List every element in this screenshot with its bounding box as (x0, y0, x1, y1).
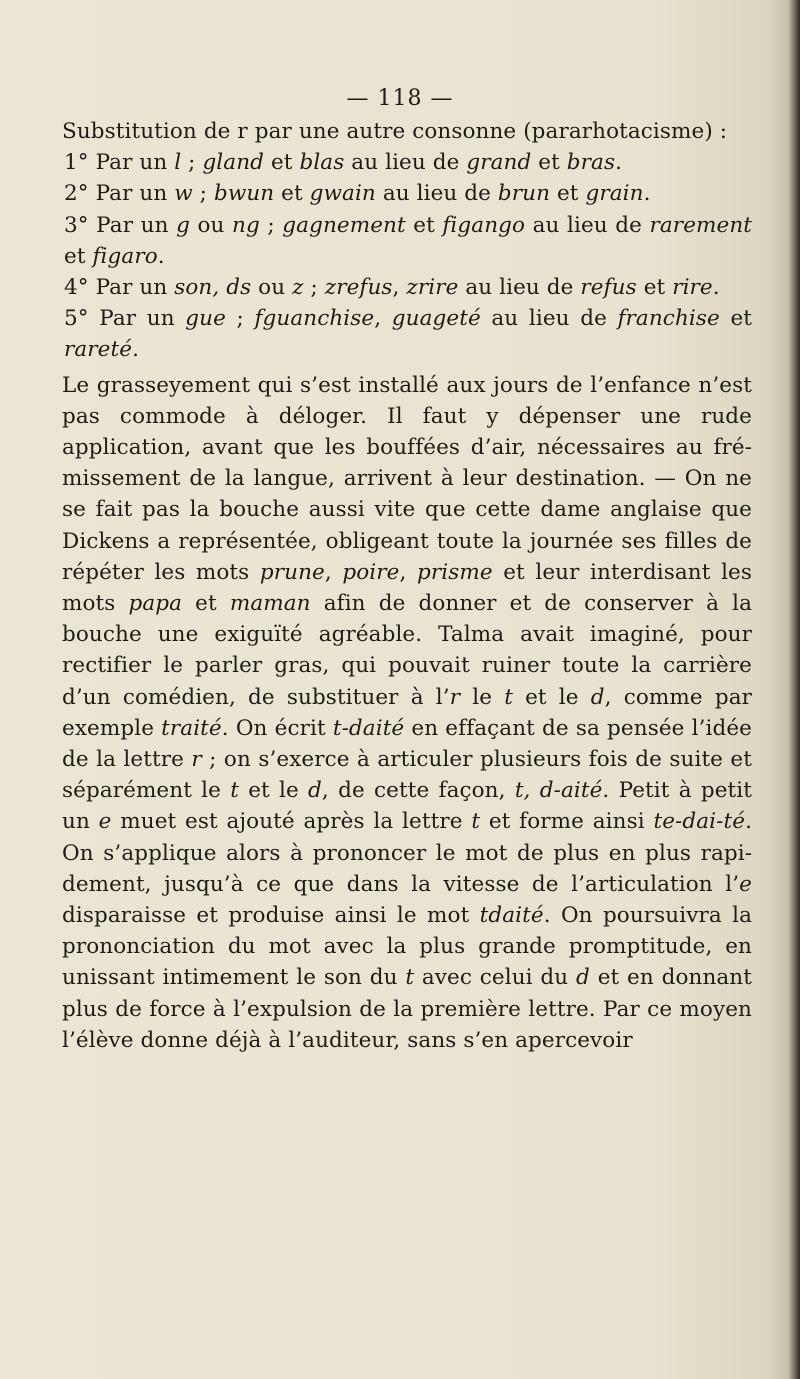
list-item (62, 178, 752, 209)
item-text: et (405, 212, 443, 238)
item-text: Par un (88, 181, 175, 207)
item-text: au lieu de (375, 181, 498, 207)
item-text: Par un (88, 306, 186, 332)
paragraph-text: , (324, 559, 343, 585)
italic-letter: r (191, 747, 202, 773)
item-text: et (531, 150, 567, 176)
item-text: et (264, 150, 300, 176)
item-text: ou (251, 275, 293, 301)
paragraph-text: et leur interdisant les mots (62, 559, 752, 617)
item-text: . (615, 150, 623, 176)
paragraph-text: Le grasseyement qui s’est installé aux jours de l’enfance n’est pas commode à déloger. Il faut y dépenser une rude application, avant que les bouffées d’air, nécessaires au frémissement de la langue, arrivent à leur destination. — On ne se fait pas la bouche aussi vite que cette dame anglaise que Dickens a représentée, obligeant toute la journée ses filles de répéter les mots (62, 372, 752, 585)
item-number: 1° (64, 150, 89, 176)
item-text: au lieu de (480, 306, 618, 332)
italic-word: prune (259, 559, 325, 585)
item-letter: w (174, 181, 193, 207)
italic-word: traité (161, 715, 222, 741)
paragraph-text: et forme ainsi (480, 809, 654, 835)
item-number: 2° (64, 181, 89, 207)
item-word: bwun (213, 181, 275, 207)
page-number: — 118 — (346, 86, 454, 111)
italic-letter: t (471, 809, 481, 835)
item-text: , (374, 306, 392, 332)
item-word: rarement (649, 212, 753, 238)
item-letter: g (176, 212, 190, 238)
item-word: rire (672, 275, 713, 301)
item-text: au lieu de (344, 150, 467, 176)
italic-letter: t (405, 965, 415, 991)
item-word: fguanchise (254, 306, 375, 332)
paragraph-text: ; on s’exerce à articuler plusieurs fois de suite et séparément le (62, 747, 752, 804)
italic-word: poire (342, 559, 400, 585)
item-text: ou (189, 212, 233, 238)
paragraph-text: . On poursuivra la prononciation du mot avec la plus grande promptitude, en unissant intimement le son du (62, 903, 752, 991)
item-text: . (712, 275, 720, 301)
paragraph-text: , (399, 559, 417, 585)
italic-letter: d (576, 965, 590, 991)
paragraph-text: le (460, 684, 505, 710)
item-number: 4° (64, 275, 89, 301)
page-edge-shadow (788, 0, 800, 1379)
paragraph-text: et le (238, 778, 309, 804)
item-text: au lieu de (458, 275, 581, 301)
paragraph-text: et (182, 591, 230, 617)
italic-letter: d (590, 684, 605, 710)
item-word: gland (202, 150, 265, 176)
item-number: 5° (64, 306, 89, 332)
item-word: refus (580, 275, 637, 301)
item-text: et (636, 275, 673, 301)
item-text: . (643, 181, 651, 207)
paragraph-text: et en donnant plus de force à l’expulsion de la première lettre. Par ce moyen l’élève donne déjà à l’auditeur, sans s’en apercevoir (62, 965, 752, 1053)
item-number: 3° (64, 212, 89, 238)
item-text: au lieu de (525, 212, 650, 238)
item-word: blas (299, 150, 345, 176)
italic-word: te-dai-té (653, 809, 746, 835)
item-word: bras (566, 150, 616, 176)
italic-word: tdaité (479, 903, 544, 929)
item-word: gagnement (282, 212, 406, 238)
paragraph-text: disparaisse et produise ainsi le mot (62, 903, 480, 929)
item-word: rareté (64, 337, 133, 363)
item-text: et (274, 181, 310, 207)
paragraph-text: , comme par exemple (62, 684, 752, 741)
paragraph-text: . On s’applique alors à prononcer le mot de plus en plus rapidement, jusqu’à ce que dans la vitesse de l’articulation l’ (62, 809, 753, 897)
italic-letter: e (739, 871, 752, 897)
paragraph-text: , de cette façon, (321, 778, 515, 804)
section-heading: Substitution de r par une autre consonne (pararhotacisme) : (62, 119, 728, 144)
item-text: ; (192, 181, 214, 207)
italic-word: prisme (416, 559, 493, 585)
list-item (62, 303, 752, 365)
paragraph-text: . On écrit (221, 715, 333, 741)
item-word: franchise (617, 306, 720, 332)
italic-letter: r (449, 684, 461, 710)
item-word: zrefus (324, 275, 393, 301)
paragraph-text: afin de donner et de conserver à la bouche une exiguïté agréable. Talma avait imaginé, pour rectifier le parler gras, qui pouvait ruiner toute la carrière d’un comédien, de substituer à l’ (62, 591, 753, 710)
paragraph-text: avec celui du (414, 965, 577, 991)
italic-letter: d (308, 778, 322, 804)
item-letter: z (292, 275, 304, 301)
italic-word: maman (229, 591, 311, 617)
item-word: figango (442, 212, 526, 238)
paragraph-text: . Petit à petit un (62, 778, 753, 835)
item-word: guageté (391, 306, 481, 332)
item-word: grain (585, 181, 644, 207)
item-text: . (157, 243, 165, 269)
item-text: . (132, 337, 139, 363)
italic-word: t, d-aité (514, 778, 603, 804)
list-item (62, 147, 752, 178)
item-text: , (392, 275, 407, 301)
item-text: Par un (88, 275, 175, 301)
item-text: et (64, 243, 93, 269)
italic-letter: e (98, 809, 112, 835)
page-body (62, 80, 752, 1056)
item-letter: son, ds (174, 275, 252, 301)
item-letter: gue (185, 306, 226, 332)
italic-word: t-daité (332, 715, 405, 741)
item-text: Par un (88, 212, 177, 238)
item-text: ; (259, 212, 283, 238)
item-letter: ng (232, 212, 260, 238)
italic-letter: t (230, 778, 239, 804)
item-word: zrire (406, 275, 459, 301)
item-text: ; (225, 306, 255, 332)
item-word: gwain (309, 181, 376, 207)
item-word: figaro (92, 243, 158, 269)
body-paragraph (62, 370, 752, 1056)
item-letter: l (174, 150, 182, 176)
list-item (62, 272, 752, 303)
paragraph-text: et le (512, 684, 591, 710)
paragraph-text: muet est ajouté après la lettre (111, 809, 472, 835)
italic-word: papa (128, 591, 183, 617)
item-word: grand (466, 150, 532, 176)
item-text: et (719, 306, 753, 332)
item-word: brun (497, 181, 551, 207)
item-text: ; (303, 275, 325, 301)
item-text: ; (181, 150, 203, 176)
list-item (62, 210, 752, 272)
item-text: Par un (88, 150, 175, 176)
item-text: et (550, 181, 586, 207)
paragraph-text: en effaçant de sa pensée l’idée de la lettre (62, 715, 753, 773)
italic-letter: t (504, 684, 513, 710)
